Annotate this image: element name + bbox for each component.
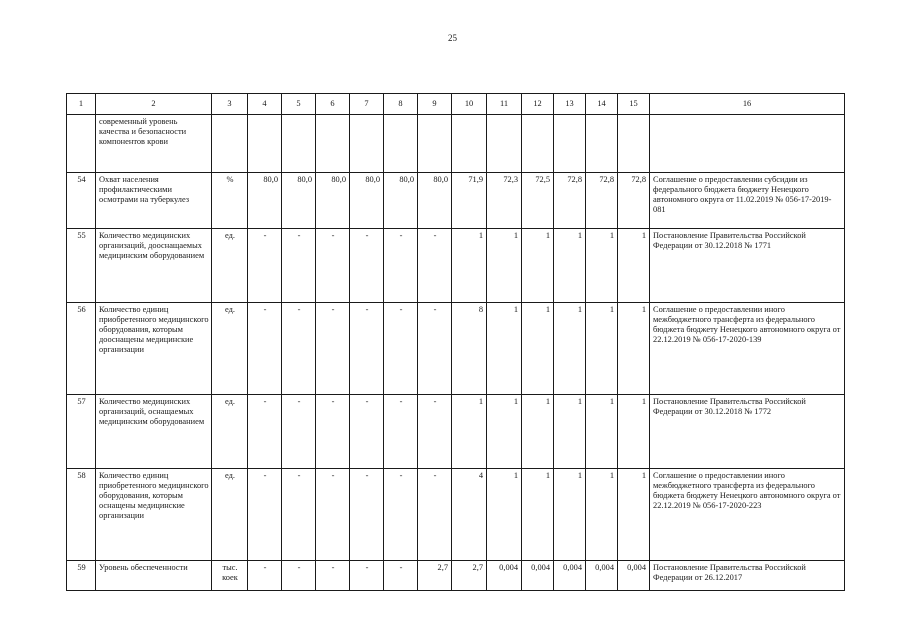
value-cell: 2,7: [452, 561, 487, 591]
header-cell: 8: [384, 94, 418, 115]
value-cell: -: [282, 303, 316, 395]
value-cell: -: [248, 469, 282, 561]
value-cell: 1: [522, 303, 554, 395]
header-cell: 2: [96, 94, 212, 115]
header-cell: 15: [618, 94, 650, 115]
header-cell: 7: [350, 94, 384, 115]
value-cell: -: [350, 303, 384, 395]
value-cell: 0,004: [586, 561, 618, 591]
value-cell: 72,8: [618, 173, 650, 229]
indicator-cell: Количество медицинских организаций, дооснащаемых медицинским оборудованием: [96, 229, 212, 303]
row-number-cell: 56: [67, 303, 96, 395]
value-cell: 1: [586, 229, 618, 303]
table-row: [67, 303, 845, 395]
table-row: [67, 229, 845, 303]
value-cell: -: [282, 469, 316, 561]
basis-cell: Соглашение о предоставлении иного межбюджетного трансферта из федерального бюджета бюджету Ненецкого автономного округа от 22.12.2019 № 056-17-2020-139: [650, 303, 845, 395]
value-cell: -: [282, 229, 316, 303]
value-cell: 1: [554, 395, 586, 469]
value-cell: 1: [487, 229, 522, 303]
unit-cell: ед.: [212, 469, 248, 561]
value-cell: 1: [522, 469, 554, 561]
header-cell: 16: [650, 94, 845, 115]
table-row: [67, 469, 845, 561]
value-cell: -: [418, 395, 452, 469]
value-cell: 1: [452, 229, 487, 303]
row-number-cell: 59: [67, 561, 96, 591]
unit-cell: ед.: [212, 229, 248, 303]
value-cell: 72,8: [554, 173, 586, 229]
basis-cell: Соглашение о предоставлении субсидии из федерального бюджета бюджету Ненецкого автономного округа от 11.02.2019 № 056-17-2019-081: [650, 173, 845, 229]
value-cell: -: [248, 561, 282, 591]
value-cell: -: [384, 229, 418, 303]
header-cell: 12: [522, 94, 554, 115]
header-cell: 9: [418, 94, 452, 115]
value-cell: -: [248, 303, 282, 395]
value-cell: 1: [618, 303, 650, 395]
row-number-cell: [67, 115, 96, 173]
basis-cell: Соглашение о предоставлении иного межбюджетного трансферта из федерального бюджета бюджету Ненецкого автономного округа от 22.12.2019 № 056-17-2020-223: [650, 469, 845, 561]
row-number-cell: 58: [67, 469, 96, 561]
value-cell: 72,5: [522, 173, 554, 229]
unit-cell: %: [212, 173, 248, 229]
value-cell: 0,004: [554, 561, 586, 591]
header-cell: 11: [487, 94, 522, 115]
indicator-cell: Уровень обеспеченности: [96, 561, 212, 591]
indicators-table: [66, 93, 845, 591]
value-cell: 1: [586, 303, 618, 395]
value-cell: 1: [554, 229, 586, 303]
header-cell: 1: [67, 94, 96, 115]
value-cell: -: [350, 229, 384, 303]
header-cell: 3: [212, 94, 248, 115]
indicator-cell: Количество единиц приобретенного медицинского оборудования, которым дооснащены медицинские организации: [96, 303, 212, 395]
value-cell: 1: [452, 395, 487, 469]
value-cell: 1: [554, 303, 586, 395]
value-cell: 1: [487, 303, 522, 395]
value-cell: -: [384, 469, 418, 561]
value-cell: -: [316, 561, 350, 591]
row-number-cell: 54: [67, 173, 96, 229]
value-cell: 1: [522, 395, 554, 469]
value-cell: -: [384, 303, 418, 395]
table-row: [67, 561, 845, 591]
value-cell: -: [248, 395, 282, 469]
page-number: 25: [448, 33, 457, 43]
value-cell: -: [282, 561, 316, 591]
value-cell: -: [350, 561, 384, 591]
value-cell: -: [350, 395, 384, 469]
value-cell: -: [316, 303, 350, 395]
value-cell: -: [418, 229, 452, 303]
indicator-cell: современный уровень качества и безопасности компонентов крови: [96, 115, 212, 173]
basis-cell: Постановление Правительства Российской Федерации от 30.12.2018 № 1772: [650, 395, 845, 469]
value-cell: -: [418, 469, 452, 561]
value-cell: 80,0: [316, 173, 350, 229]
value-cell: 0,004: [522, 561, 554, 591]
value-cell: 80,0: [384, 173, 418, 229]
indicator-cell: Количество единиц приобретенного медицинского оборудования, которым оснащены медицинские организации: [96, 469, 212, 561]
header-row: [67, 94, 845, 115]
unit-cell: ед.: [212, 395, 248, 469]
indicator-cell: Охват населения профилактическими осмотрами на туберкулез: [96, 173, 212, 229]
value-cell: -: [384, 395, 418, 469]
value-cell: -: [248, 229, 282, 303]
value-cell: 2,7: [418, 561, 452, 591]
value-cell: 8: [452, 303, 487, 395]
basis-cell: Постановление Правительства Российской Федерации от 26.12.2017: [650, 561, 845, 591]
header-cell: 10: [452, 94, 487, 115]
value-cell: 72,8: [586, 173, 618, 229]
value-cell: 1: [618, 229, 650, 303]
value-cell: 1: [586, 469, 618, 561]
header-cell: 13: [554, 94, 586, 115]
value-cell: 1: [487, 469, 522, 561]
value-cell: -: [350, 469, 384, 561]
header-cell: 4: [248, 94, 282, 115]
table-body: [67, 94, 845, 591]
value-cell: 1: [487, 395, 522, 469]
table-row: [67, 395, 845, 469]
value-cell: 1: [522, 229, 554, 303]
row-number-cell: 55: [67, 229, 96, 303]
value-cell: -: [282, 395, 316, 469]
row-number-cell: 57: [67, 395, 96, 469]
unit-cell: ед.: [212, 303, 248, 395]
header-cell: 14: [586, 94, 618, 115]
value-cell: -: [316, 469, 350, 561]
value-cell: 71,9: [452, 173, 487, 229]
value-cell: -: [316, 395, 350, 469]
value-cell: 80,0: [418, 173, 452, 229]
value-cell: 0,004: [487, 561, 522, 591]
value-cell: -: [316, 229, 350, 303]
value-cell: 4: [452, 469, 487, 561]
indicator-cell: Количество медицинских организаций, оснащаемых медицинским оборудованием: [96, 395, 212, 469]
continuation-row: [67, 115, 845, 173]
value-cell: 1: [586, 395, 618, 469]
value-cell: -: [418, 303, 452, 395]
value-cell: 1: [618, 395, 650, 469]
value-cell: 1: [618, 469, 650, 561]
header-cell: 6: [316, 94, 350, 115]
value-cell: 80,0: [282, 173, 316, 229]
basis-cell: Постановление Правительства Российской Федерации от 30.12.2018 № 1771: [650, 229, 845, 303]
table-row: [67, 173, 845, 229]
unit-cell: тыс. коек: [212, 561, 248, 591]
value-cell: 0,004: [618, 561, 650, 591]
value-cell: 80,0: [350, 173, 384, 229]
value-cell: 80,0: [248, 173, 282, 229]
value-cell: -: [384, 561, 418, 591]
value-cell: 72,3: [487, 173, 522, 229]
header-cell: 5: [282, 94, 316, 115]
value-cell: 1: [554, 469, 586, 561]
